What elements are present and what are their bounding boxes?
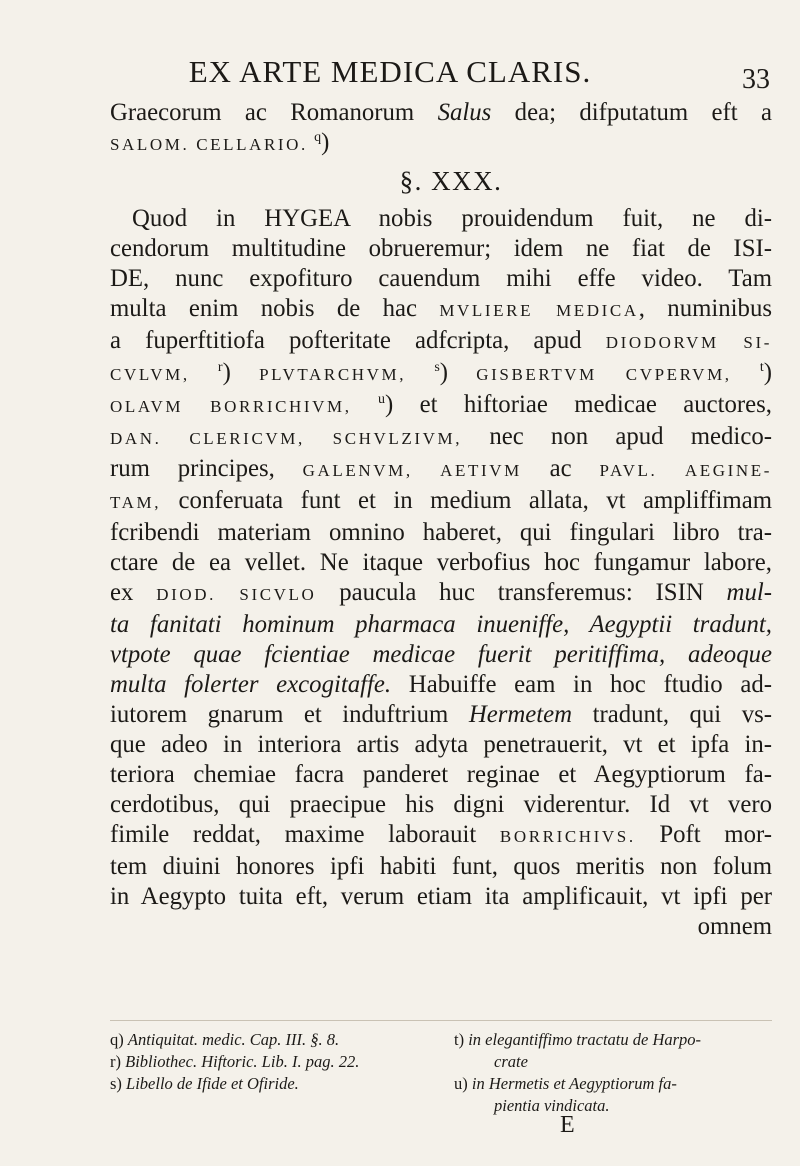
small-caps-name: OLAVM BORRICHIVM, bbox=[110, 397, 352, 416]
small-caps-name: DAN. CLERICVM, SCHVLZIVM, bbox=[110, 429, 463, 448]
text-line: que adeo in interiora artis adyta penetrauerit, vt et ipfa in- bbox=[110, 731, 772, 758]
text-line: teriora chemiae facra panderet reginae et Aegyptiorum fa- bbox=[110, 761, 772, 788]
footnote-mark: r) bbox=[110, 1052, 126, 1071]
text-line: SALOM. CELLARIO. $^q$) bbox=[110, 129, 330, 156]
text-line: DAN. CLERICVM, SCHVLZIVM, nec non apud medico- bbox=[110, 423, 772, 450]
italic-text: mul- bbox=[726, 579, 772, 606]
footnote bbox=[110, 1051, 430, 1073]
footnote-marker: u bbox=[378, 392, 385, 407]
footnote-continuation: pientia vindicata. bbox=[494, 1096, 610, 1115]
text-line: in Aegypto tuita eft, verum etiam ita amplificauit, vt ipfi per bbox=[110, 883, 772, 910]
text-line: DE, nunc expofituro cauendum mihi effe video. Tam bbox=[110, 265, 772, 292]
text-line: fimile reddat, maxime laborauit BORRICHIVS. Poft mor- bbox=[110, 821, 772, 848]
text-line: CVLVM, $^r$) PLVTARCHVM, $^s$) GISBERTVM CVPERVM, $^t$) bbox=[110, 359, 772, 386]
text-line: cerdotibus, qui praecipue his digni viderentur. Id vt vero bbox=[110, 791, 772, 818]
footnote bbox=[110, 1029, 430, 1051]
footnote-marker: r bbox=[217, 360, 223, 375]
footnote-text: Libello de Ifide et Ofiride. bbox=[126, 1074, 299, 1093]
footnote-text: Bibliothec. Hiftoric. Lib. I. pag. 22. bbox=[125, 1052, 360, 1071]
text-line: a fuperftitiofa pofteritate adfcripta, apud DIODORVM SI- bbox=[110, 327, 772, 354]
text-line: TAM, conferuata funt et in medium allata, vt ampliffimam bbox=[110, 487, 772, 514]
section-heading: §. XXX. bbox=[399, 166, 503, 196]
footnote-marker: q bbox=[314, 130, 322, 145]
text-line bbox=[110, 640, 772, 670]
small-caps-name: PAVL. AEGINE- bbox=[599, 461, 772, 480]
text-line: fcribendi materiam omnino haberet, qui fingulari libro tra- bbox=[110, 519, 772, 546]
small-caps-name: MVLIERE MEDICA bbox=[439, 301, 639, 320]
footnote-continuation: crate bbox=[494, 1052, 528, 1071]
small-caps-name: PLVTARCHVM, bbox=[259, 365, 407, 384]
footnote-marker: s bbox=[434, 360, 440, 375]
text-line: ex DIOD. SICVLO paucula huc transferemus: ISIN mul- bbox=[110, 579, 772, 606]
text-line: multa folerter excogitaffe. Habuiffe eam in hoc ftudio ad- bbox=[110, 671, 772, 698]
footnote-mark: u) bbox=[454, 1074, 472, 1093]
text-line: omnem bbox=[697, 913, 772, 940]
text-line: iutorem gnarum et induftrium Hermetem tradunt, qui vs- bbox=[110, 701, 772, 728]
small-caps-name: DIOD. SICVLO bbox=[156, 585, 317, 604]
footnote-marker: t bbox=[759, 360, 764, 375]
italic-text: multa folerter excogitaffe. bbox=[110, 671, 392, 698]
text-line: multa enim nobis de hac MVLIERE MEDICA, numinibus bbox=[110, 295, 772, 322]
small-caps-name: GALENVM, AETIVM bbox=[302, 461, 522, 480]
footnote-mark: q) bbox=[110, 1030, 128, 1049]
page-number: 33 bbox=[742, 64, 770, 95]
body-text bbox=[110, 98, 772, 942]
footnotes-left-column bbox=[110, 1029, 430, 1095]
footnote-text: in elegantiffimo tractatu de Harpo- bbox=[468, 1030, 702, 1049]
small-caps-name: TAM, bbox=[110, 493, 162, 512]
small-caps-name: CVLVM, bbox=[110, 365, 190, 384]
footnotes bbox=[110, 1020, 772, 1115]
text-line bbox=[110, 610, 772, 640]
text-line: Quod in HYGEA nobis prouidendum fuit, ne di- bbox=[132, 205, 772, 232]
italic-text: ta fanitati hominum pharmaca inueniffe, Aegyptii tradunt, bbox=[110, 611, 772, 638]
text-line: Graecorum ac Romanorum Salus dea; difputatum eft a bbox=[110, 99, 772, 126]
catchword: E bbox=[560, 1112, 575, 1138]
italic-text: Hermetem bbox=[468, 701, 573, 728]
footnote bbox=[110, 1073, 430, 1095]
text-line: cendorum multitudine obrueremur; idem ne fiat de ISI- bbox=[110, 235, 772, 262]
text-line: rum principes, GALENVM, AETIVM ac PAVL. AEGINE- bbox=[110, 455, 772, 482]
small-caps-name: DIODORVM SI- bbox=[605, 333, 772, 352]
running-title: EX ARTE MEDICA CLARIS. bbox=[188, 54, 592, 89]
footnote-text: Antiquitat. medic. Cap. III. §. 8. bbox=[127, 1030, 340, 1049]
italic-text: vtpote quae fcientiae medicae fuerit peritiffima, adeoque bbox=[110, 641, 772, 668]
text-line: tem diuini honores ipfi habiti funt, quos meritis non folum bbox=[110, 853, 772, 880]
footnote-mark: t) bbox=[454, 1030, 469, 1049]
footnote-text: in Hermetis et Aegyptiorum fa- bbox=[471, 1074, 677, 1093]
footnote-mark: s) bbox=[110, 1074, 127, 1093]
text-line: OLAVM BORRICHIVM, $^u$) et hiftoriae medicae auctores, bbox=[110, 391, 772, 418]
small-caps-name: SALOM. CELLARIO. bbox=[110, 135, 308, 154]
footnote bbox=[454, 1073, 774, 1095]
text-line: ctare de ea vellet. Ne itaque verbofius hoc fungamur labore, bbox=[110, 549, 772, 576]
footnote bbox=[454, 1029, 774, 1051]
small-caps-name: BORRICHIVS. bbox=[499, 827, 636, 846]
small-caps-name: GISBERTVM CVPERVM, bbox=[476, 365, 732, 384]
italic-text: Salus bbox=[437, 99, 492, 126]
footnotes-right-column bbox=[454, 1029, 774, 1117]
